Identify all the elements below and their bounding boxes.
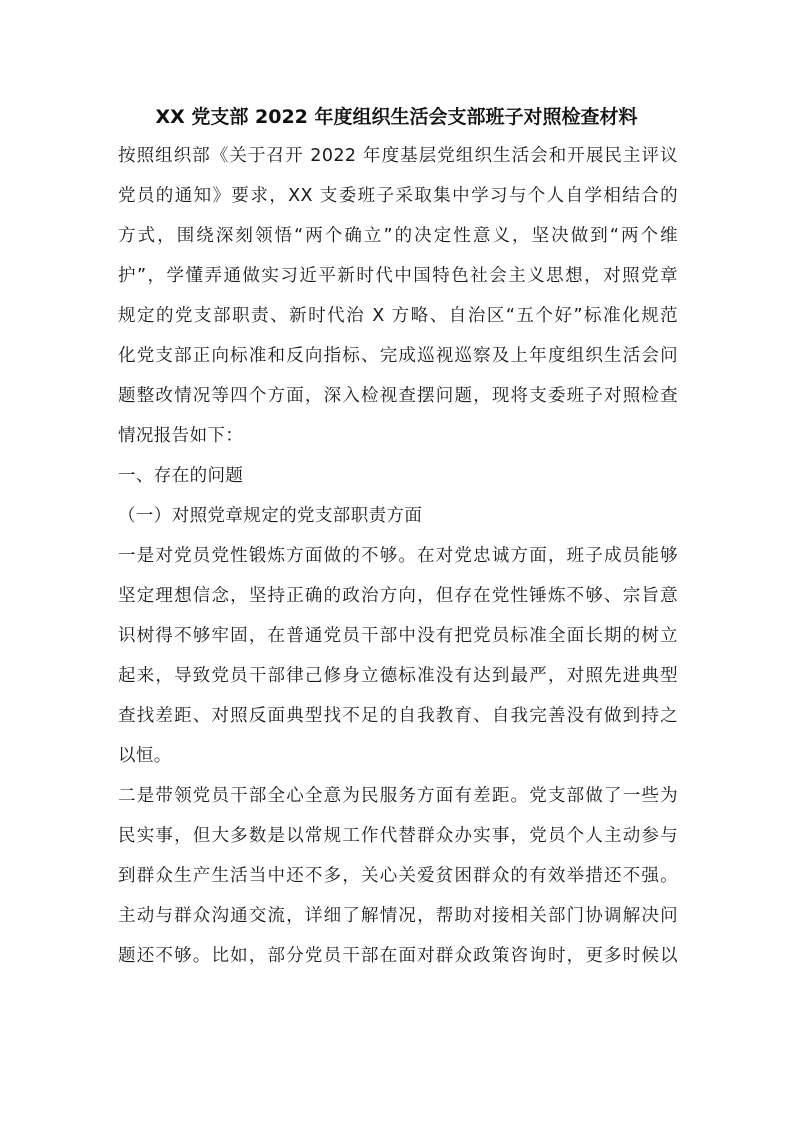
line-gap [118,892,678,900]
text-line: 一、存在的问题 [118,466,244,486]
text-line: 到群众生产生活当中还不多，关心关爱贫困群众的有效举措还不强。 [118,866,678,886]
line-gap [118,172,678,180]
line-gap [118,452,678,460]
text-line: 一是对党员党性锻炼方面做的不够。在对党忠诚方面，班子成员能够 [118,546,678,566]
text-line: 题还不够。比如，部分党员干部在面对群众政策咨询时，更多时候以 [118,946,678,966]
text-line: 党员的通知》要求，XX 支委班子采取集中学习与个人自学相结合的 [118,186,678,206]
line-gap [118,412,678,420]
document-title: XX 党支部 2022 年度组织生活会支部班子对照检查材料 [155,106,638,128]
text-line: 情况报告如下： [118,426,244,446]
text-line: 查找差距、对照反面典型找不足的自我教育、自我完善没有做到持之 [118,706,678,726]
text-line: 规定的党支部职责、新时代治 X 方略、自治区“五个好”标准化规范 [118,306,678,326]
text-line: 按照组织部《关于召开 2022 年度基层党组织生活会和开展民主评议 [118,146,678,166]
line-gap [118,252,678,260]
line-gap [118,692,678,700]
text-line: 化党支部正向标准和反向指标、完成巡视巡察及上年度组织生活会问 [118,346,678,366]
line-gap [118,332,678,340]
line-gap [118,292,678,300]
line-gap [118,212,678,220]
text-line: （一）对照党章规定的党支部职责方面 [118,506,423,526]
line-gap [118,852,678,860]
line-gap [118,492,678,500]
text-line: 识树得不够牢固，在普通党员干部中没有把党员标准全面长期的树立 [118,626,678,646]
text-line: 民实事，但大多数是以常规工作代替群众办实事，党员个人主动参与 [118,826,678,846]
line-gap [118,372,678,380]
line-gap [118,572,678,580]
text-line: 坚定理想信念，坚持正确的政治方向，但存在党性锤炼不够、宗旨意 [118,586,678,606]
text-line: 主动与群众沟通交流，详细了解情况，帮助对接相关部门协调解决问 [118,906,678,926]
line-gap [118,612,678,620]
text-line: 二是带领党员干部全心全意为民服务方面有差距。党支部做了一些为 [118,786,678,806]
document-body [118,140,678,972]
line-gap [118,932,678,940]
line-gap [118,732,678,740]
text-line: 题整改情况等四个方面，深入检视查摆问题，现将支委班子对照检查 [118,386,678,406]
line-gap [118,812,678,820]
text-line: 方式，围绕深刻领悟“两个确立”的决定性意义，坚决做到“两个维 [118,226,678,246]
text-line: 起来，导致党员干部律己修身立德标准没有达到最严，对照先进典型 [118,666,678,686]
line-gap [118,652,678,660]
line-gap [118,772,678,780]
line-gap [118,532,678,540]
text-line: 护”，学懂弄通做实习近平新时代中国特色社会主义思想，对照党章 [118,266,678,286]
text-line: 以恒。 [118,746,172,766]
